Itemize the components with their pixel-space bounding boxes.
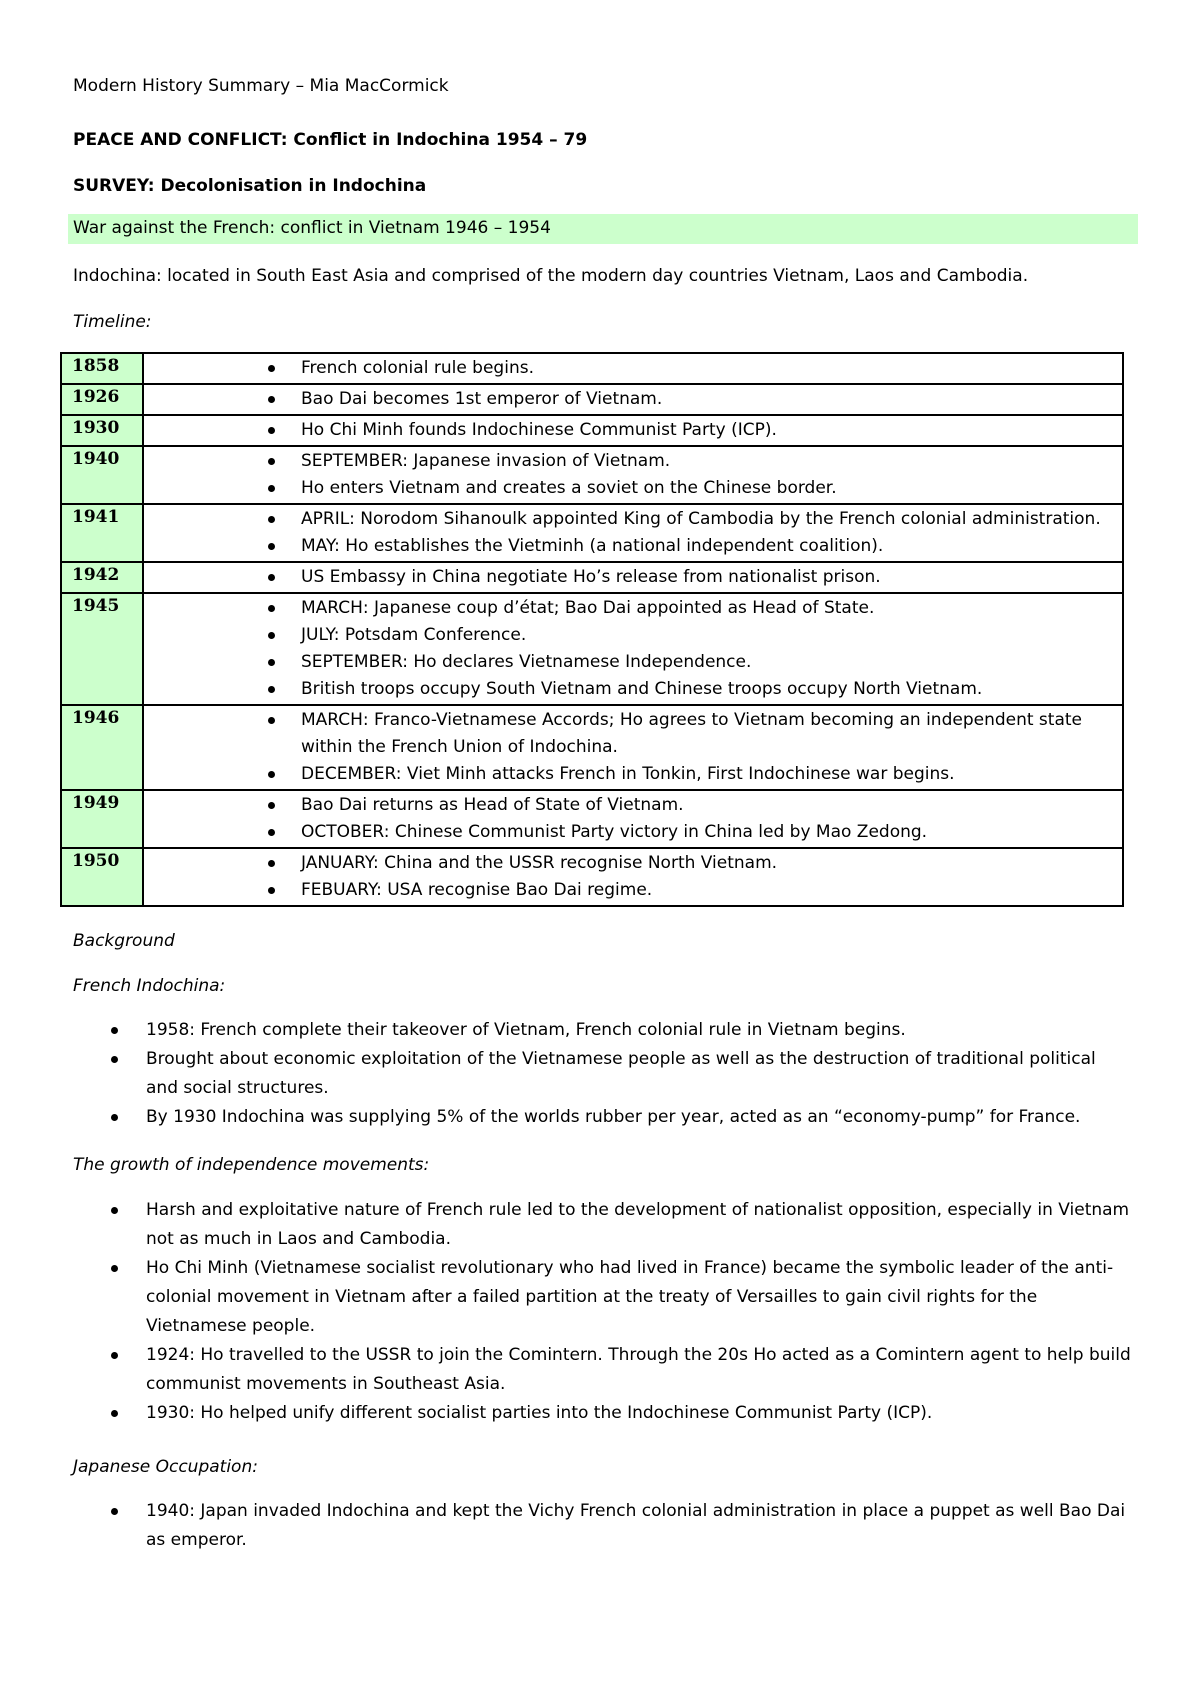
timeline-event-text: SEPTEMBER: Japanese invasion of Vietnam. — [301, 451, 671, 471]
timeline-event — [144, 533, 1122, 560]
timeline-event — [144, 761, 1122, 788]
timeline-row — [61, 562, 1123, 593]
bullet-icon — [111, 1352, 118, 1359]
bullet-icon — [268, 543, 275, 550]
timeline-event-text: OCTOBER: Chinese Communist Party victory in China led by Mao Zedong. — [301, 822, 928, 842]
timeline-year: 1942 — [61, 562, 143, 593]
timeline-event-text: Bao Dai returns as Head of State of Vietnam. — [301, 795, 684, 815]
list-item — [73, 1399, 1133, 1428]
highlighted-section-heading — [68, 214, 1138, 244]
timeline-events — [143, 415, 1123, 446]
timeline-row — [61, 415, 1123, 446]
intro-text: Indochina: located in South East Asia and comprised of the modern day countries Vietnam, Laos and Cambodia. — [73, 266, 1029, 286]
timeline-row — [61, 848, 1123, 906]
timeline-events — [143, 446, 1123, 504]
timeline-event — [144, 676, 1122, 703]
bullet-icon — [111, 1410, 118, 1417]
bullet-icon — [268, 365, 275, 372]
timeline-event-text: British troops occupy South Vietnam and Chinese troops occupy North Vietnam. — [301, 679, 983, 699]
japanese-occupation-list — [73, 1497, 1133, 1555]
timeline-events — [143, 705, 1123, 790]
timeline-row — [61, 593, 1123, 705]
french-indochina-heading: French Indochina: — [73, 976, 226, 996]
timeline-event-text: US Embassy in China negotiate Ho’s release from nationalist prison. — [301, 567, 881, 587]
list-item-text: Ho Chi Minh (Vietnamese socialist revolutionary who had lived in France) became the symbolic leader of the anti-colonial movement in Vietnam after a failed partition at the treaty of Versailles to gain civil rights for the Vietnamese people. — [146, 1258, 1114, 1336]
timeline-event-text: APRIL: Norodom Sihanoulk appointed King of Cambodia by the French colonial administration. — [301, 509, 1101, 529]
timeline-event-text: Ho enters Vietnam and creates a soviet on the Chinese border. — [301, 478, 837, 498]
list-item-text: Brought about economic exploitation of the Vietnamese people as well as the destruction of traditional political and social structures. — [146, 1049, 1096, 1098]
timeline-event-text: French colonial rule begins. — [301, 358, 534, 378]
topic-heading: PEACE AND CONFLICT: Conflict in Indochina 1954 – 79 — [73, 130, 588, 150]
timeline-event-text: SEPTEMBER: Ho declares Vietnamese Independence. — [301, 652, 752, 672]
list-item-text: Harsh and exploitative nature of French rule led to the development of nationalist opposition, especially in Vietnam not as much in Laos and Cambodia. — [146, 1200, 1130, 1249]
timeline-events — [143, 504, 1123, 562]
timeline-events — [143, 562, 1123, 593]
bullet-icon — [268, 605, 275, 612]
timeline-event — [144, 417, 1122, 444]
growth-list — [73, 1196, 1133, 1428]
timeline-events — [143, 384, 1123, 415]
timeline-row — [61, 790, 1123, 848]
bullet-icon — [268, 458, 275, 465]
bullet-icon — [268, 686, 275, 693]
timeline-event — [144, 622, 1122, 649]
timeline-table — [60, 352, 1124, 907]
timeline-year: 1940 — [61, 446, 143, 504]
timeline-row — [61, 446, 1123, 504]
timeline-events — [143, 790, 1123, 848]
timeline-year: 1941 — [61, 504, 143, 562]
bullet-icon — [268, 771, 275, 778]
bullet-icon — [268, 829, 275, 836]
list-item — [73, 1254, 1133, 1341]
timeline-year: 1950 — [61, 848, 143, 906]
timeline-event-text: FEBUARY: USA recognise Bao Dai regime. — [301, 880, 653, 900]
bullet-icon — [268, 659, 275, 666]
bullet-icon — [111, 1207, 118, 1214]
list-item — [73, 1196, 1133, 1254]
timeline-year: 1945 — [61, 593, 143, 705]
bullet-icon — [111, 1027, 118, 1034]
timeline-event — [144, 386, 1122, 413]
bullet-icon — [268, 717, 275, 724]
list-item — [73, 1497, 1133, 1555]
timeline-event — [144, 564, 1122, 591]
timeline-event — [144, 595, 1122, 622]
timeline-year: 1946 — [61, 705, 143, 790]
list-item — [73, 1045, 1133, 1103]
timeline-label: Timeline: — [73, 312, 152, 332]
timeline-events — [143, 593, 1123, 705]
french-indochina-list — [73, 1016, 1133, 1132]
timeline-event — [144, 877, 1122, 904]
timeline-event — [144, 649, 1122, 676]
bullet-icon — [111, 1114, 118, 1121]
survey-heading: SURVEY: Decolonisation in Indochina — [73, 176, 427, 196]
bullet-icon — [268, 485, 275, 492]
timeline-year: 1930 — [61, 415, 143, 446]
timeline-event — [144, 792, 1122, 819]
timeline-year: 1926 — [61, 384, 143, 415]
bullet-icon — [111, 1508, 118, 1515]
timeline-row — [61, 353, 1123, 384]
list-item-text: 1930: Ho helped unify different socialist parties into the Indochinese Communist Party (ICP). — [146, 1403, 933, 1423]
bullet-icon — [111, 1265, 118, 1272]
list-item — [73, 1341, 1133, 1399]
timeline-event-text: Ho Chi Minh founds Indochinese Communist Party (ICP). — [301, 420, 777, 440]
highlight-text: War against the French: conflict in Vietnam 1946 – 1954 — [73, 218, 551, 238]
list-item-text: By 1930 Indochina was supplying 5% of the worlds rubber per year, acted as an “economy-pump” for France. — [146, 1107, 1081, 1127]
bullet-icon — [268, 860, 275, 867]
japanese-occupation-heading: Japanese Occupation: — [73, 1457, 258, 1477]
list-item-text: 1958: French complete their takeover of Vietnam, French colonial rule in Vietnam begins. — [146, 1020, 906, 1040]
growth-heading: The growth of independence movements: — [73, 1155, 430, 1175]
timeline-event — [144, 819, 1122, 846]
list-item-text: 1940: Japan invaded Indochina and kept the Vichy French colonial administration in place a puppet as well Bao Dai as emperor. — [146, 1501, 1126, 1550]
timeline-year: 1858 — [61, 353, 143, 384]
timeline-event — [144, 506, 1122, 533]
timeline-event-text: JANUARY: China and the USSR recognise North Vietnam. — [301, 853, 778, 873]
bullet-icon — [268, 516, 275, 523]
timeline-event-text: MARCH: Japanese coup d’état; Bao Dai appointed as Head of State. — [301, 598, 875, 618]
timeline-event — [144, 475, 1122, 502]
background-heading: Background — [73, 931, 175, 951]
bullet-icon — [268, 802, 275, 809]
timeline-event — [144, 707, 1122, 761]
bullet-icon — [268, 574, 275, 581]
bullet-icon — [268, 427, 275, 434]
timeline-event — [144, 448, 1122, 475]
timeline-row — [61, 384, 1123, 415]
list-item-text: 1924: Ho travelled to the USSR to join the Comintern. Through the 20s Ho acted as a Comintern agent to help build communist movements in Southeast Asia. — [146, 1345, 1131, 1394]
bullet-icon — [111, 1056, 118, 1063]
author-line: Modern History Summary – Mia MacCormick — [73, 76, 449, 96]
timeline-row — [61, 705, 1123, 790]
bullet-icon — [268, 632, 275, 639]
timeline-year: 1949 — [61, 790, 143, 848]
timeline-row — [61, 504, 1123, 562]
bullet-icon — [268, 887, 275, 894]
bullet-icon — [268, 396, 275, 403]
timeline-event — [144, 850, 1122, 877]
timeline-event — [144, 355, 1122, 382]
list-item — [73, 1103, 1133, 1132]
timeline-event-text: DECEMBER: Viet Minh attacks French in Tonkin, First Indochinese war begins. — [301, 764, 955, 784]
timeline-event-text: MAY: Ho establishes the Vietminh (a national independent coalition). — [301, 536, 884, 556]
timeline-event-text: MARCH: Franco-Vietnamese Accords; Ho agrees to Vietnam becoming an independent state within the French Union of Indochina. — [301, 710, 1082, 757]
timeline-events — [143, 353, 1123, 384]
timeline-events — [143, 848, 1123, 906]
timeline-event-text: Bao Dai becomes 1st emperor of Vietnam. — [301, 389, 663, 409]
timeline-event-text: JULY: Potsdam Conference. — [301, 625, 527, 645]
list-item — [73, 1016, 1133, 1045]
